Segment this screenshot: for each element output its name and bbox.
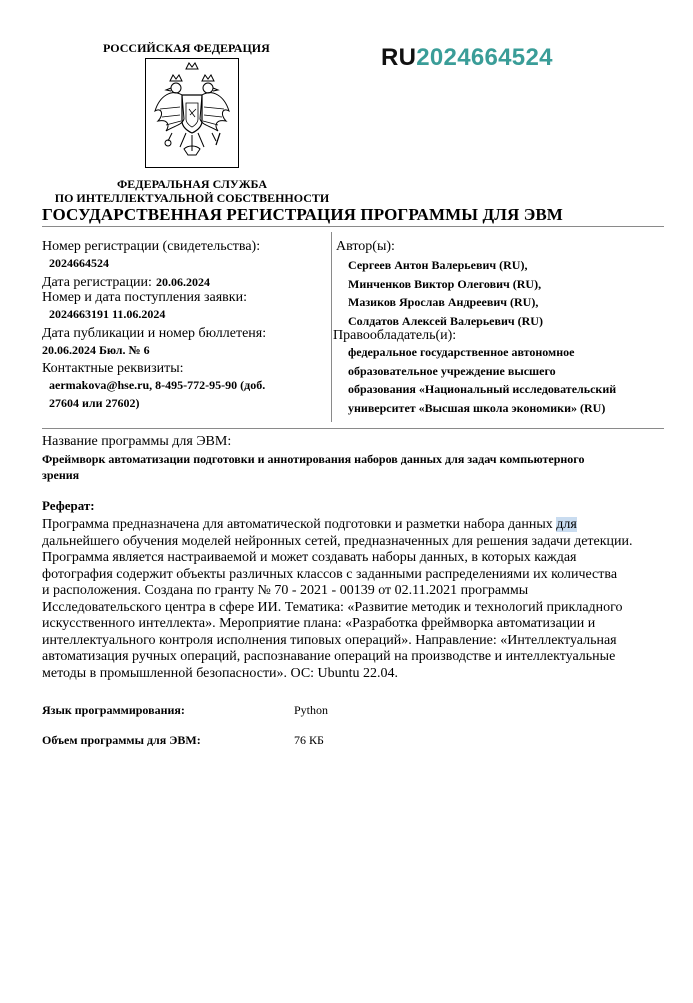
author-item: Минченков Виктор Олегович (RU), (348, 276, 542, 291)
abstract-text (42, 517, 670, 682)
registration-number: 2024664524 (416, 44, 553, 71)
publication-label: Дата публикации и номер бюллетеня: (42, 326, 267, 341)
application-value: 2024663191 11.06.2024 (49, 307, 166, 321)
agency-line-2: ПО ИНТЕЛЛЕКТУАЛЬНОЙ СОБСТВЕННОСТИ (54, 191, 330, 205)
contacts-line-2: 27604 или 27602) (49, 396, 140, 410)
title-divider (42, 226, 664, 227)
abstract-line: Исследовательского центра в сфере ИИ. Тематика: «Развитие методик и технологий прикладного (42, 599, 623, 615)
reg-date-label: Дата регистрации: (42, 275, 152, 290)
contacts-label: Контактные реквизиты: (42, 361, 184, 376)
reg-date-value: 20.06.2024 (155, 275, 210, 289)
abstract-line: и расположения. Создана по гранту № 70 - 2021 - 00139 от 02.11.2021 программы (42, 583, 529, 598)
document-title: ГОСУДАРСТВЕННАЯ РЕГИСТРАЦИЯ ПРОГРАММЫ ДЛЯ ЭВМ (42, 205, 563, 224)
reg-number-value: 2024664524 (49, 256, 109, 270)
author-item: Солдатов Алексей Валерьевич (RU) (348, 313, 543, 328)
abstract-label: Реферат: (42, 498, 95, 513)
highlighted-word: для (556, 517, 577, 532)
size-value: 76 КБ (294, 733, 324, 747)
country-name: РОССИЙСКАЯ ФЕДЕРАЦИЯ (103, 41, 270, 55)
owner-line: образования «Национальный исследовательский (348, 382, 617, 396)
registration-number-badge (381, 44, 553, 72)
owner-line: федеральное государственное автономное (348, 345, 575, 359)
authors-list (348, 256, 543, 330)
application-label: Номер и дата поступления заявки: (42, 290, 247, 305)
language-value: Python (294, 703, 329, 717)
agency-line-1: ФЕДЕРАЛЬНАЯ СЛУЖБА (117, 177, 267, 191)
contacts-line-1: aermakova@hse.ru, 8-495-772-95-90 (доб. (49, 378, 266, 392)
abstract-line: дальнейшего обучения моделей нейронных сетей, предназначенных для решения задачи детекции. (42, 533, 633, 549)
abstract-line: Программа является настраиваемой и может создавать наборы данных, в которых каждая (42, 550, 577, 565)
author-item: Сергеев Антон Валерьевич (RU), (348, 258, 528, 272)
abstract-line: интеллектуального контроля исполнения типовых операций». Направление: «Интеллектуальная (42, 632, 617, 648)
program-name-line-1: Фреймворк автоматизации подготовки и аннотирования наборов данных для задач компьютерного (42, 452, 585, 466)
owner-block (348, 343, 616, 417)
abstract-line: фотография содержит объекты различных классов с заданными распределениями их количества (42, 566, 618, 582)
program-name (42, 451, 670, 483)
owner-line: образовательное учреждение высшего (348, 363, 556, 378)
abstract-line: Программа предназначена для автоматической подготовки и разметки набора данных для (42, 517, 577, 532)
reg-number-label: Номер регистрации (свидетельства): (42, 239, 261, 254)
program-name-line-2: зрения (42, 468, 80, 482)
author-item: Мазиков Ярослав Андреевич (RU), (348, 295, 539, 309)
country-code: RU (381, 44, 417, 71)
abstract-line: искусственного интеллекта». Мероприятие плана: «Разработка фреймворка автоматизации и (42, 616, 596, 631)
reg-date-row (42, 273, 210, 291)
owner-label: Правообладатель(и): (333, 328, 457, 343)
program-name-label: Название программы для ЭВМ: (42, 434, 232, 449)
column-divider (331, 232, 332, 422)
section-divider (42, 428, 664, 429)
agency-name (52, 177, 332, 205)
owner-line: университет «Высшая школа экономики» (RU) (348, 400, 606, 415)
coat-of-arms-icon (145, 58, 239, 168)
publication-value: 20.06.2024 Бюл. № 6 (42, 343, 150, 357)
language-label: Язык программирования: (42, 703, 185, 717)
abstract-line: методы в промышленной безопасности». ОС: Ubuntu 22.04. (42, 665, 399, 681)
authors-label: Автор(ы): (336, 239, 395, 254)
abstract-line: автоматизация ручных операций, распознавание операций на производстве и интеллектуальные (42, 649, 616, 664)
size-label: Объем программы для ЭВМ: (42, 733, 201, 747)
